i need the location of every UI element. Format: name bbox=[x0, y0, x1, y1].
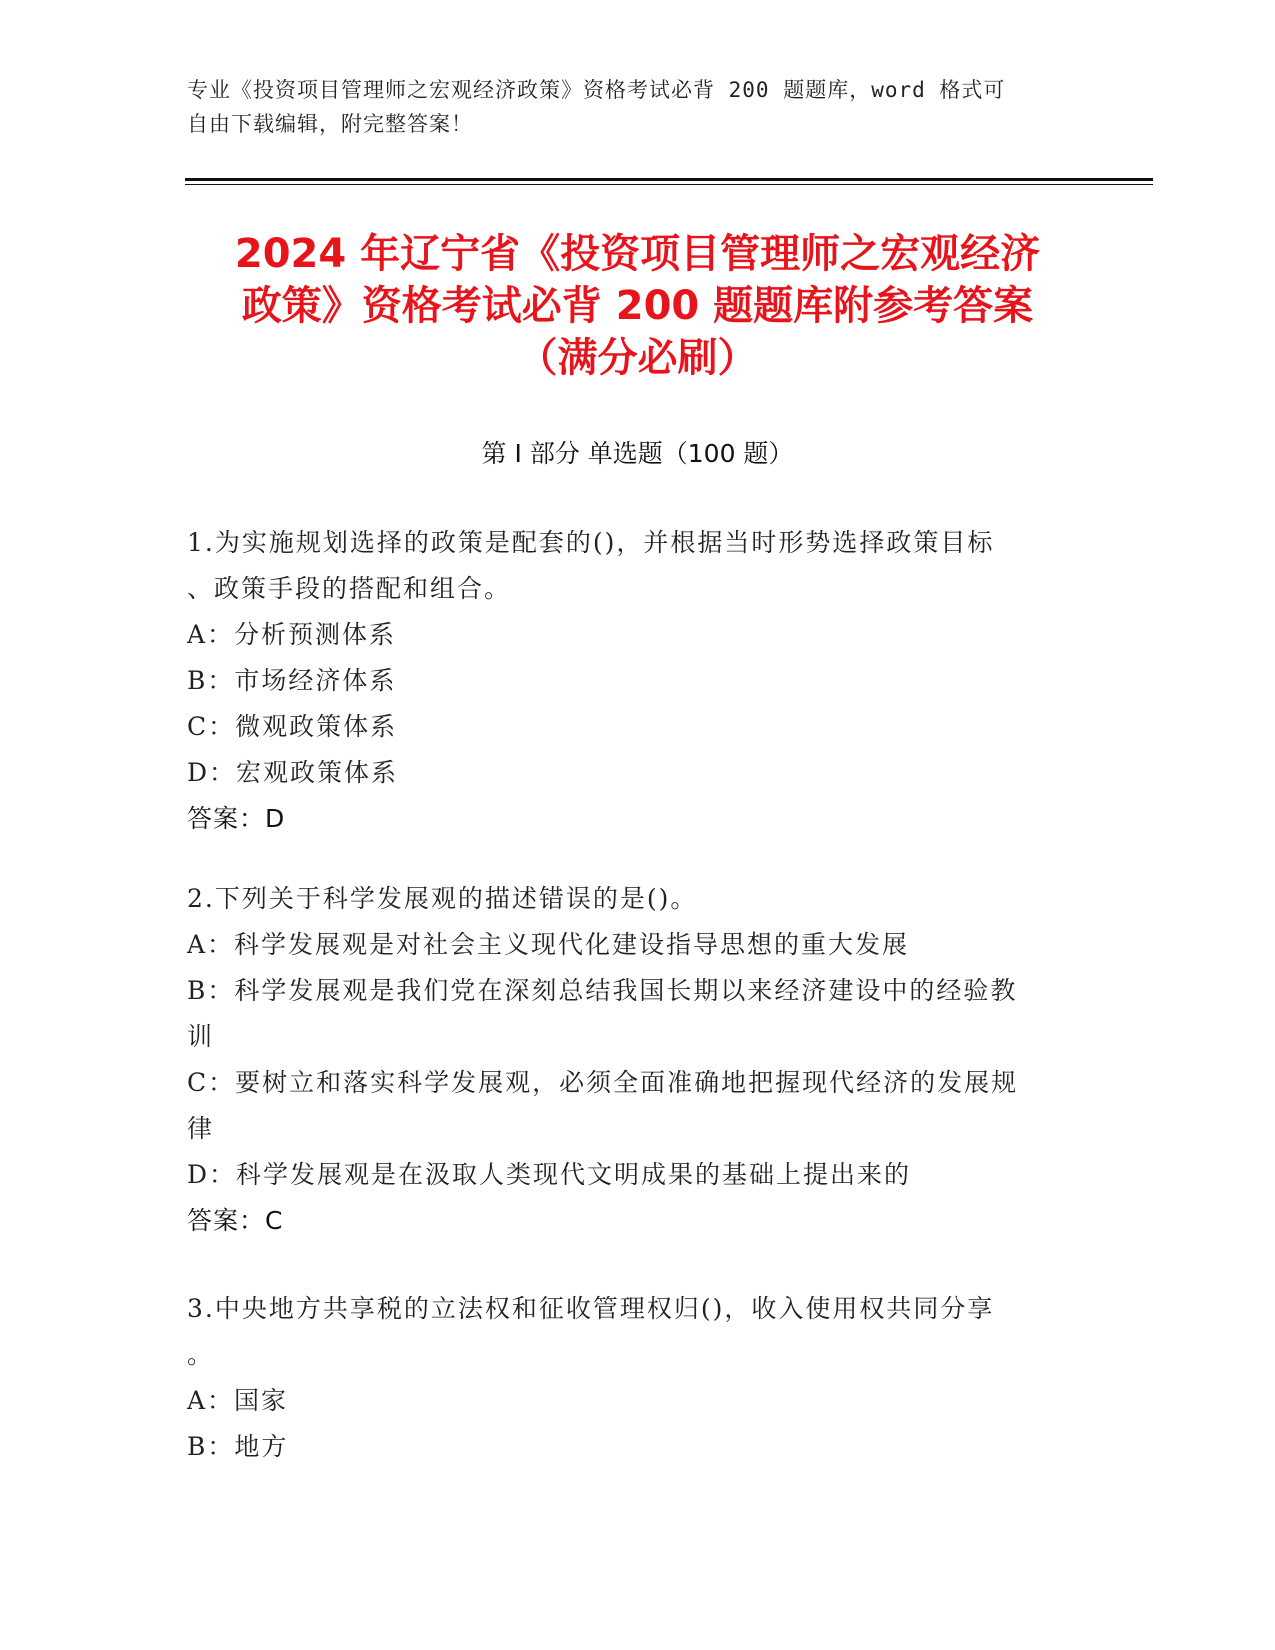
option-b: B：地方 bbox=[187, 1432, 289, 1461]
option-c: C：要树立和落实科学发展观，必须全面准确地把握现代经济的发展规 bbox=[187, 1068, 1019, 1097]
header-note-line: 专业《投资项目管理师之宏观经济政策》资格考试必背 200 题题库，word 格式可 bbox=[187, 78, 1006, 102]
option-b: B：科学发展观是我们党在深刻总结我国长期以来经济建设中的经验教 bbox=[187, 976, 1018, 1005]
question-stem-continued: 、政策手段的搭配和组合。 bbox=[187, 574, 512, 603]
section-heading: 第 I 部分 单选题（100 题） bbox=[481, 439, 794, 468]
header-rule-thin bbox=[185, 184, 1153, 185]
option-a: A：科学发展观是对社会主义现代化建设指导思想的重大发展 bbox=[187, 930, 910, 959]
question-2 bbox=[187, 876, 1067, 1244]
header-rule-thick bbox=[185, 178, 1153, 181]
title-line: 政策》资格考试必背 200 题题库附参考答案 bbox=[241, 283, 1034, 329]
option-b: B：市场经济体系 bbox=[187, 666, 397, 695]
question-stem: 2.下列关于科学发展观的描述错误的是()。 bbox=[187, 884, 698, 913]
question-1 bbox=[187, 520, 1067, 842]
title-line: （满分必刷） bbox=[517, 335, 758, 381]
option-b-continued: 训 bbox=[187, 1022, 215, 1051]
header-note bbox=[187, 73, 1067, 141]
answer: 答案：D bbox=[187, 804, 286, 833]
question-3 bbox=[187, 1286, 1067, 1470]
option-d: D：宏观政策体系 bbox=[187, 758, 399, 787]
option-a: A：国家 bbox=[187, 1386, 289, 1415]
title-line: 2024 年辽宁省《投资项目管理师之宏观经济 bbox=[234, 231, 1041, 277]
option-a: A：分析预测体系 bbox=[187, 620, 397, 649]
header-note-line: 自由下载编辑，附完整答案！ bbox=[187, 112, 473, 136]
answer: 答案：C bbox=[187, 1206, 284, 1235]
question-stem: 3.中央地方共享税的立法权和征收管理权归()，收入使用权共同分享 bbox=[187, 1294, 995, 1323]
question-stem-continued: 。 bbox=[187, 1340, 215, 1369]
question-stem: 1.为实施规划选择的政策是配套的()，并根据当时形势选择政策目标 bbox=[187, 528, 995, 557]
document-title bbox=[150, 228, 1125, 384]
option-d: D：科学发展观是在汲取人类现代文明成果的基础上提出来的 bbox=[187, 1160, 912, 1189]
option-c: C：微观政策体系 bbox=[187, 712, 398, 741]
option-c-continued: 律 bbox=[187, 1114, 215, 1143]
